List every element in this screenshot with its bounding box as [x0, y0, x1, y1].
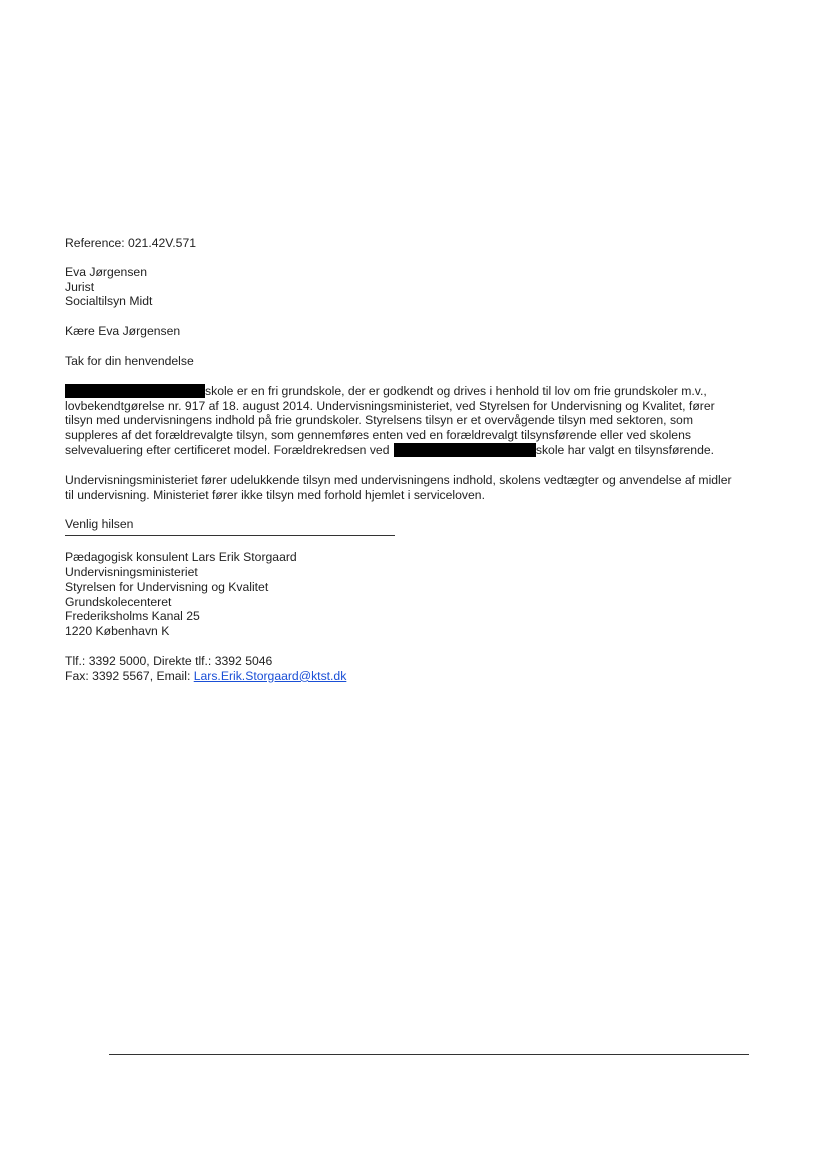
redaction-school-name-2 [394, 443, 536, 457]
contact-block [65, 654, 735, 684]
recipient-title: Jurist [65, 279, 95, 294]
sender-block [65, 550, 735, 639]
signature-divider [65, 535, 395, 536]
phone-line: Tlf.: 3392 5000, Direkte tlf.: 3392 5046 [65, 653, 273, 668]
paragraph-school-status [65, 384, 735, 458]
reference: Reference: 021.42V.571 [65, 236, 197, 250]
sender-department: Grundskolecenteret [65, 594, 172, 609]
sender-city: 1220 København K [65, 624, 170, 639]
sender-agency: Styrelsen for Undervisning og Kvalitet [65, 579, 269, 594]
redaction-school-name [65, 384, 205, 398]
recipient-name: Eva Jørgensen [65, 264, 147, 279]
recipient-org: Socialtilsyn Midt [65, 294, 153, 309]
email-link[interactable]: Lars.Erik.Storgaard@ktst.dk [193, 668, 347, 683]
recipient-block [65, 265, 735, 309]
fax-prefix: Fax: 3392 5567, Email: [65, 668, 194, 683]
thanks-line: Tak for din henvendelse [65, 353, 194, 368]
sender-ministry: Undervisningsministeriet [65, 564, 198, 579]
paragraph1-text-b: skole har valgt en tilsynsførende. [535, 442, 715, 457]
letter-body [65, 236, 735, 684]
paragraph-ministry-scope: Undervisningsministeriet fører udelukkende tilsyn med undervisningens indhold, skolens vedtægter og anvendelse af midler til undervisning. Ministeriet fører ikke tilsyn med forhold hjemlet i serviceloven. [65, 472, 732, 502]
paragraph1-text-a: skole er en fri grundskole, der er godkendt og drives i henhold til lov om frie grundskoler m.v., lovbekendtgørelse nr. 917 af 18. august 2014. Undervisningsministeriet, ved Styrelsen for Undervisning og Kvalitet, fører tilsyn med undervisningens indhold på frie grundskoler. Styrelsens tilsyn er et overvågende tilsyn med sektoren, som suppleres af det forældrevalgte tilsyn, som gennemføres enten ved en forældrevalgt tilsynsførende eller ved skolens selvevaluering efter certificeret model. Forældrekredsen ved [65, 383, 715, 457]
fax-email-line [65, 669, 735, 684]
sender-name: Pædagogisk konsulent Lars Erik Storgaard [65, 550, 297, 565]
sender-street: Frederiksholms Kanal 25 [65, 609, 200, 624]
salutation: Kære Eva Jørgensen [65, 324, 181, 339]
footer-divider [109, 1054, 749, 1055]
closing: Venlig hilsen [65, 517, 134, 532]
